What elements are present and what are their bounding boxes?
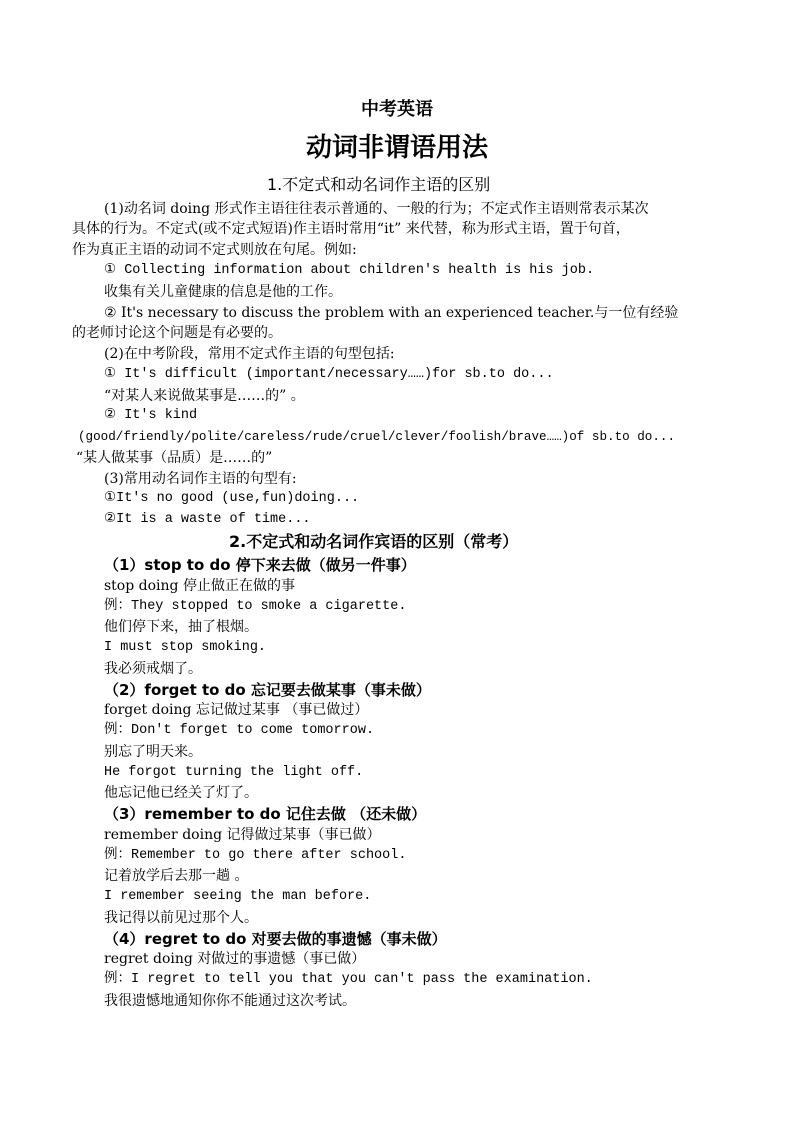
usage-line: remember doing 记得做过某事（事已做） [104, 827, 381, 843]
example-sentence: ② It's necessary to discuss the problem with an experienced teacher.与一位有经验 [104, 305, 679, 321]
subsection-heading: （2）forget to do 忘记要去做某事（事未做） [104, 681, 431, 699]
paragraph-line: 作为真正主语的动词不定式则放在句尾。例如: [72, 242, 357, 258]
example-sentence: 例：Don't forget to come tomorrow. [104, 723, 375, 738]
usage-line: stop doing 停止做正在做的事 [104, 578, 295, 594]
page-main-title: 动词非谓语用法 [305, 133, 488, 163]
paragraph-line: (3)常用动名词作主语的句型有: [104, 471, 297, 487]
example-sentence: 例：I regret to tell you that you can't pass the examination. [104, 972, 593, 987]
page-subject-title: 中考英语 [361, 99, 433, 120]
example-translation: 我很遗憾地通知你你不能通过这次考试。 [104, 993, 356, 1009]
example-translation: 别忘了明天来。 [104, 744, 202, 760]
paragraph-line: (1)动名词 doing 形式作主语往往表示普通的、一般的行为；不定式作主语则常表示某次 [104, 201, 649, 217]
example-translation: 我记得以前见过那个人。 [104, 910, 258, 926]
subsection-heading: （1）stop to do 停下来去做（做另一件事） [104, 556, 416, 574]
example-translation: 的老师讨论这个问题是有必要的。 [72, 325, 282, 341]
example-translation: 他忘记他已经关了灯了。 [104, 785, 258, 801]
example-sentence: 例：They stopped to smoke a cigarette. [104, 599, 407, 614]
paragraph-line: 具体的行为。不定式(或不定式短语)作主语时常用“it” 来代替，称为形式主语，置于句首， [72, 221, 630, 237]
subsection-heading: （4）regret to do 对要去做的事遗憾（事未做） [104, 930, 447, 948]
pattern-translation: “某人做某事（品质）是……的” [76, 450, 273, 466]
example-translation: 他们停下来，抽了根烟。 [104, 619, 258, 635]
sentence-pattern: ① It's difficult (important/necessary……)for sb.to do... [104, 367, 554, 382]
paragraph-line: (2)在中考阶段，常用不定式作主语的句型包括: [104, 346, 395, 362]
example-translation: 收集有关儿童健康的信息是他的工作。 [104, 284, 342, 300]
sentence-pattern: ② It's kind [104, 408, 198, 423]
usage-line: forget doing 忘记做过某事 （事已做过） [104, 702, 369, 718]
example-translation: 我必须戒烟了。 [104, 661, 202, 677]
example-sentence: ① Collecting information about children's health is his job. [104, 263, 595, 278]
subsection-heading: （3）remember to do 记住去做 （还未做） [104, 805, 427, 823]
pattern-translation: “对某人来说做某事是……的” 。 [104, 388, 305, 404]
example-sentence: He forgot turning the light off. [104, 765, 364, 780]
sentence-pattern: ②It is a waste of time... [104, 512, 311, 527]
section-2-heading: 2.不定式和动名词作宾语的区别（常考） [229, 532, 519, 551]
example-sentence: 例：Remember to go there after school. [104, 848, 407, 863]
example-sentence: I must stop smoking. [104, 640, 267, 655]
usage-line: regret doing 对做过的事遗憾（事已做） [104, 951, 366, 967]
example-translation: 记着放学后去那一趟 。 [104, 868, 249, 884]
section-1-heading: 1.不定式和动名词作主语的区别 [267, 175, 491, 194]
example-sentence: I remember seeing the man before. [104, 889, 372, 904]
sentence-pattern: ①It's no good (use,fun)doing... [104, 491, 360, 506]
sentence-pattern: (good/friendly/polite/careless/rude/cruel/clever/foolish/brave……)of sb.to do... [78, 430, 676, 444]
